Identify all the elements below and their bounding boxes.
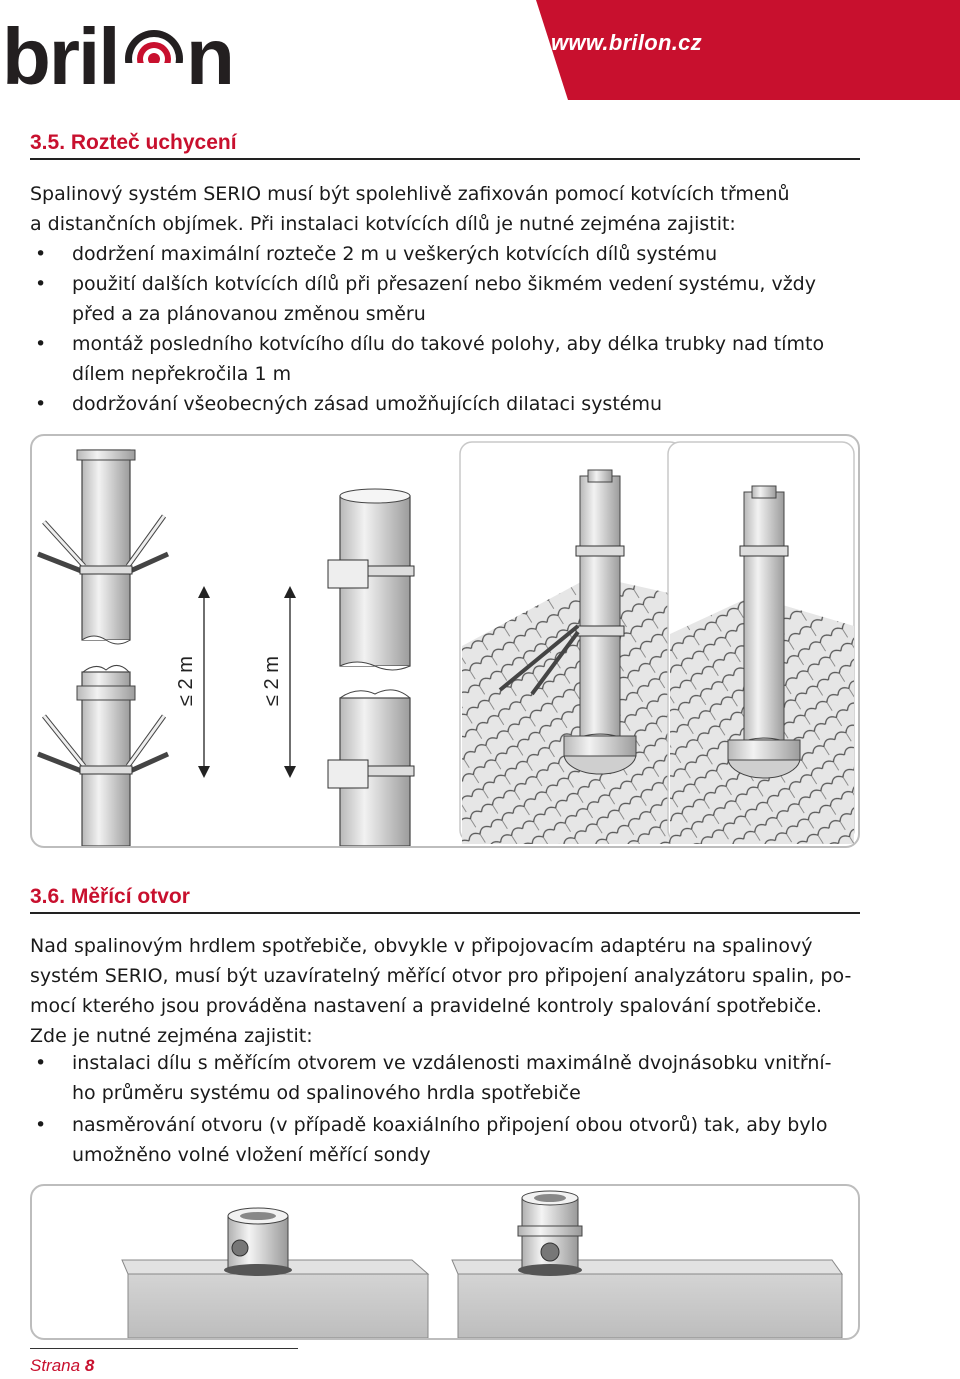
bullet-item: • montáž posledního kotvícího dílu do takové polohy, aby délka trubky nad tímto dílem nepřekročila 1 m [30,329,860,389]
bullet-line: ho průměru systému od spalinového hrdla spotřebiče [72,1082,581,1104]
bullet-item: • nasměrování otvoru (v případě koaxiálního připojení obou otvorů) tak, aby bylo umožněno volné vložení měřící sondy [30,1110,860,1170]
website-url[interactable]: www.brilon.cz [551,30,702,55]
appliance-with-adapter-illustration [122,1208,428,1338]
intro-line: systém SERIO, musí být uzavíratelný měřící otvor pro připojení analyzátoru spalin, po- [30,965,852,987]
dimension-label: ≤ 2 m [175,656,197,706]
bullet-line: použití dalších kotvících dílů při přesazení nebo šikmém vedení systému, vždy [72,273,816,295]
page-label: Strana [30,1356,81,1375]
page-number: 8 [84,1356,95,1375]
bullet-line: dílem nepřekročila 1 m [72,363,292,385]
section-heading-3-6: 3.6. Měřící otvor [30,885,190,908]
bullet-line: před a za plánovanou změnou směru [72,303,426,325]
intro-line: Zde je nutné zejména zajistit: [30,1025,313,1047]
measuring-opening-figure [30,1184,860,1340]
bullet-line: instalaci dílu s měřícím otvorem ve vzdálenosti maximálně dvojnásobku vnitřní- [72,1052,832,1074]
dimension-arrow [261,586,296,778]
svg-text:bril: bril [2,12,119,92]
section-3-5-bullets [30,239,860,419]
intro-line: mocí kterého jsou prováděna nastavení a pravidelné kontroly spalování spotřebiče. [30,995,823,1017]
dimension-label: ≤ 2 m [261,656,283,706]
dimension-arrow [175,586,210,778]
intro-line: a distančních objímek. Při instalaci kotvících dílů je nutné zejména zajistit: [30,213,736,235]
bullet-line: dodržování všeobecných zásad umožňujících dilataci systému [72,393,663,415]
pipe-with-brackets-illustration [328,489,414,846]
section-3-6-intro [30,931,860,1051]
bullet-item: • použití dalších kotvících dílů při přesazení nebo šikmém vedení systému, vždy před a za plánovanou změnou směru [30,269,860,329]
footer-rule [30,1348,298,1349]
section-3-5-intro [30,179,860,239]
bullet-line: dodržení maximální rozteče 2 m u veškerých kotvících dílů systému [72,243,718,265]
intro-line: Nad spalinovým hrdlem spotřebiče, obvykle v připojovacím adaptéru na spalinový [30,935,813,957]
brilon-logo [2,12,242,92]
roof-chimney-with-strut-illustration [460,442,682,844]
svg-text:n: n [186,12,235,92]
bullet-line: nasměrování otvoru (v případě koaxiálního připojení obou otvorů) tak, aby bylo [72,1114,828,1136]
anchoring-figure [30,434,860,848]
intro-line: Spalinový systém SERIO musí být spolehlivě zafixován pomocí kotvících třmenů [30,183,790,205]
section-heading-3-5: 3.5. Rozteč uchycení [30,131,237,154]
bullet-line: montáž posledního kotvícího dílu do takové polohy, aby délka trubky nad tímto [72,333,825,355]
roof-chimney-illustration [668,442,854,844]
section-3-6-bullets [30,1048,860,1170]
appliance-with-measuring-pipe-illustration [452,1191,842,1338]
bullet-item: • dodržení maximální rozteče 2 m u veškerých kotvících dílů systému [30,239,860,269]
page-footer [30,1356,94,1376]
heading-rule [30,912,860,914]
bullet-item: • instalaci dílu s měřícím otvorem ve vzdálenosti maximálně dvojnásobku vnitřní- ho průměru systému od spalinového hrdla spotřebiče [30,1048,860,1108]
pipe-with-anchors-illustration [38,450,168,846]
bullet-item: • dodržování všeobecných zásad umožňujících dilataci systému [30,389,860,419]
bullet-line: umožněno volné vložení měřící sondy [72,1144,431,1166]
heading-rule [30,158,860,160]
